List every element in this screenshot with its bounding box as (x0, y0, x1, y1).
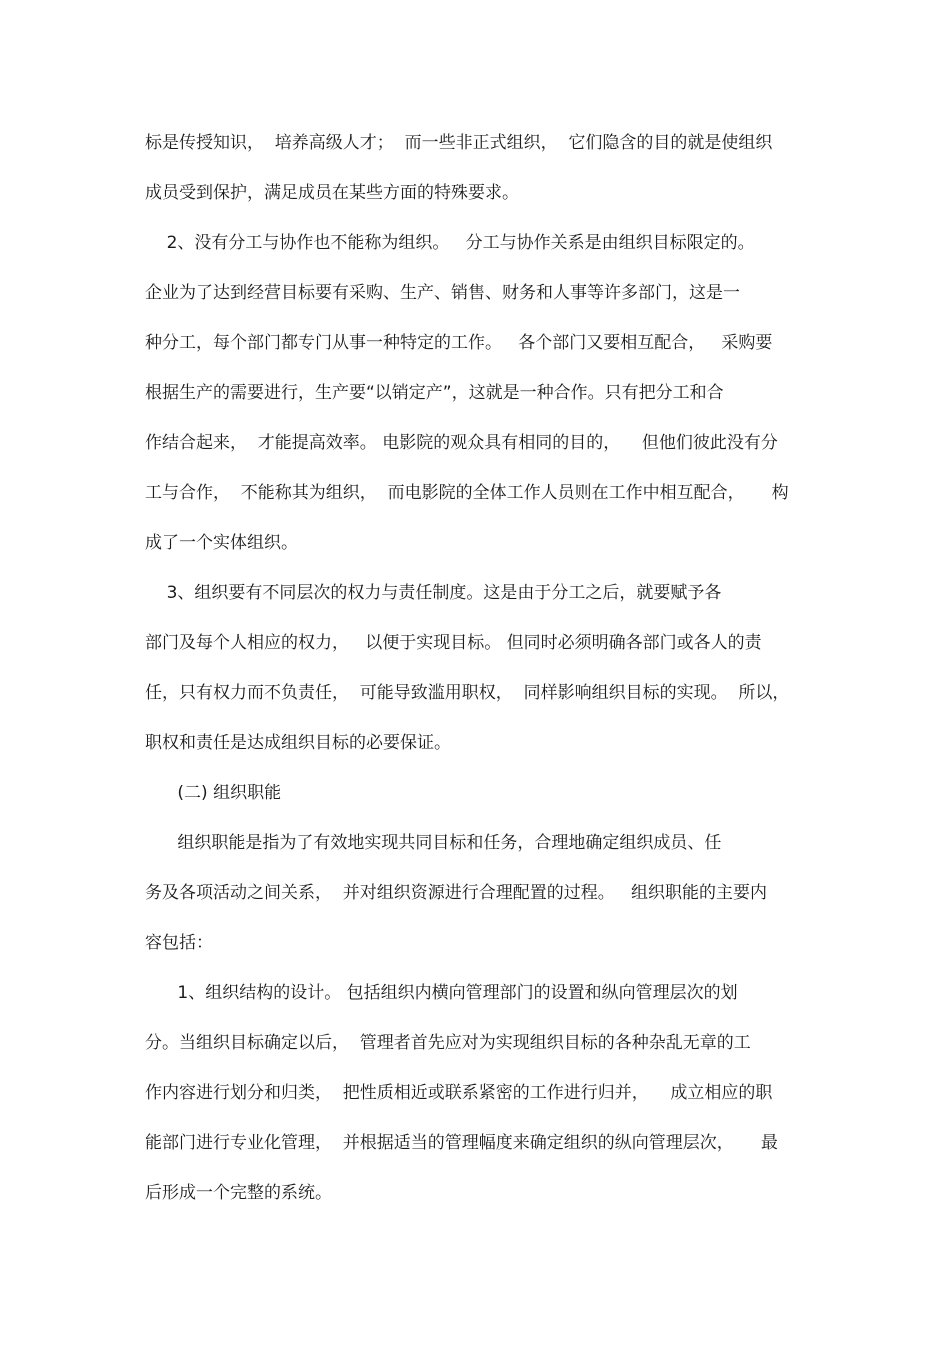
text-line: 种分工，每个部门都专门从事一种特定的工作。 各个部门又要相互配合， 采购要 (145, 333, 773, 353)
text-line: 3、组织要有不同层次的权力与责任制度。这是由于分工之后，就要赋予各 (145, 583, 722, 603)
text-line: 成了一个实体组织。 (145, 533, 298, 553)
text-line: 工与合作， 不能称其为组织， 而电影院的全体工作人员则在工作中相互配合， 构 (145, 483, 789, 503)
section-heading: (二) 组织职能 (145, 783, 282, 803)
text-line: 标是传授知识， 培养高级人才； 而一些非正式组织， 它们隐含的目的就是使组织 (145, 133, 773, 153)
text-line: 任，只有权力而不负责任， 可能导致滥用职权， 同样影响组织目标的实现。 所以， (145, 683, 790, 703)
text-line: 组织职能是指为了有效地实现共同目标和任务，合理地确定组织成员、任 (145, 833, 722, 853)
text-line: 能部门进行专业化管理， 并根据适当的管理幅度来确定组织的纵向管理层次， 最 (145, 1133, 778, 1153)
text-line: 成员受到保护，满足成员在某些方面的特殊要求。 (145, 183, 519, 203)
text-line: 职权和责任是达成组织目标的必要保证。 (145, 733, 451, 753)
text-line: 分。当组织目标确定以后， 管理者首先应对为实现组织目标的各种杂乱无章的工 (145, 1033, 751, 1053)
text-line: 作内容进行划分和归类， 把性质相近或联系紧密的工作进行归并， 成立相应的职 (145, 1083, 773, 1103)
text-line: 作结合起来， 才能提高效率。 电影院的观众具有相同的目的， 但他们彼此没有分 (145, 433, 778, 453)
text-line: 企业为了达到经营目标要有采购、生产、销售、财务和人事等许多部门，这是一 (145, 283, 740, 303)
text-line: 容包括： (145, 933, 213, 953)
text-line: 后形成一个完整的系统。 (145, 1183, 332, 1203)
text-line: 务及各项活动之间关系， 并对组织资源进行合理配置的过程。 组织职能的主要内 (145, 883, 768, 903)
text-line: 根据生产的需要进行，生产要“以销定产”，这就是一种合作。只有把分工和合 (145, 383, 724, 403)
text-line: 2、没有分工与协作也不能称为组织。 分工与协作关系是由组织目标限定的。 (145, 233, 755, 253)
text-line: 1、组织结构的设计。 包括组织内横向管理部门的设置和纵向管理层次的划 (145, 983, 738, 1003)
text-line: 部门及每个人相应的权力， 以便于实现目标。 但同时必须明确各部门或各人的责 (145, 633, 762, 653)
